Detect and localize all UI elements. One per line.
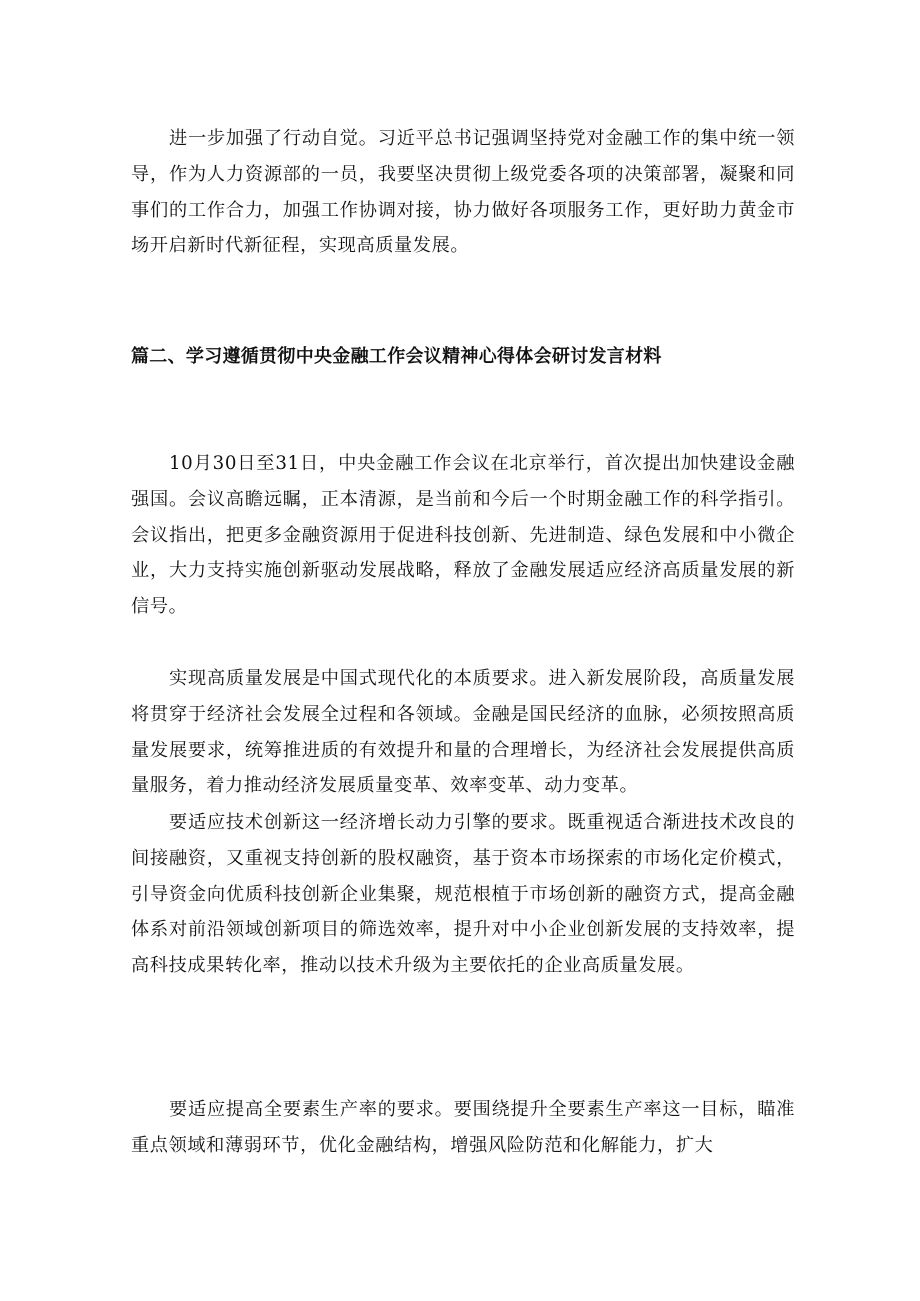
body-paragraph: 实现高质量发展是中国式现代化的本质要求。进入新发展阶段，高质量发展将贯穿于经济社会发展全过程和各领域。金融是国民经济的血脉，必须按照高质量发展要求，统筹推进质的有效提升和量的合理增长，为经济社会发展提供高质量服务，着力推动经济发展质量变革、效率变革、动力变革。 [131, 668, 795, 797]
body-paragraph: 10月30日至31日，中央金融工作会议在北京举行，首次提出加快建设金融强国。会议高瞻远瞩，正本清源，是当前和今后一个时期金融工作的科学指引。会议指出，把更多金融资源用于促进科技创新、先进制造、绿色发展和中小微企业，大力支持实施创新驱动发展战略，释放了金融发展适应经济高质量发展的新信号。 [131, 453, 795, 618]
body-paragraph: 进一步加强了行动自觉。习近平总书记强调坚持党对金融工作的集中统一领导，作为人力资源部的一员，我要坚决贯彻上级党委各项的决策部署，凝聚和同事们的工作合力，加强工作协调对接，协力做好各项服务工作，更好助力黄金市场开启新时代新征程，实现高质量发展。 [131, 128, 795, 257]
section-heading: 篇二、学习遵循贯彻中央金融工作会议精神心得体会研讨发言材料 [131, 346, 662, 367]
body-paragraph: 要适应提高全要素生产率的要求。要围绕提升全要素生产率这一目标，瞄准重点领域和薄弱环节，优化金融结构，增强风险防范和化解能力，扩大 [131, 1099, 795, 1156]
body-paragraph: 要适应技术创新这一经济增长动力引擎的要求。既重视适合渐进技术改良的间接融资，又重视支持创新的股权融资，基于资本市场探索的市场化定价模式，引导资金向优质科技创新企业集聚，规范根植于市场创新的融资方式，提高金融体系对前沿领域创新项目的筛选效率，提升对中小企业创新发展的支持效率，提高科技成果转化率，推动以技术升级为主要依托的企业高质量发展。 [131, 812, 795, 977]
